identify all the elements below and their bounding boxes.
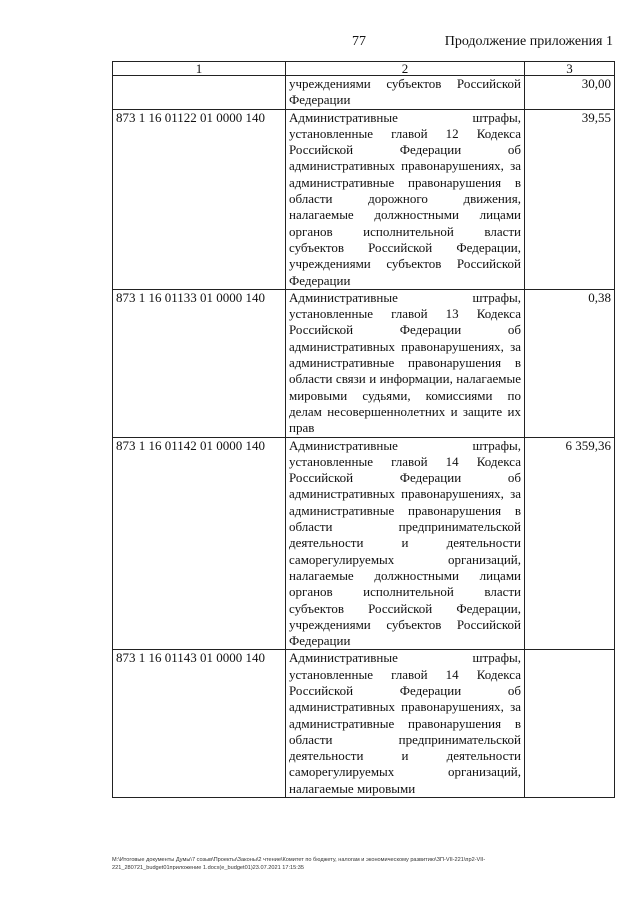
budget-table [112,61,615,798]
row-description: Административные штрафы, установленные главой 12 Кодекса Российской Федерации об административных правонарушениях, за административные правонарушения в области дорожного движения, налагаемые должностными лицами органов исполнительной власти субъектов Российской Федерации, учреждениями субъектов Российской Федерации [286,109,525,289]
table-header-row [113,62,615,76]
table-row [113,289,615,437]
row-amount: 39,55 [525,109,615,289]
row-description: учреждениями субъектов Российской Федерации [286,76,525,110]
column-header: 2 [286,62,525,76]
page-number: 77 [352,34,366,49]
row-description: Административные штрафы, установленные главой 14 Кодекса Российской Федерации об административных правонарушениях, за административные правонарушения в области предпринимательской деятельности и деятельности саморегулируемых организаций, налагаемые должностными лицами органов исполнительной власти субъектов Российской Федерации, учреждениями субъектов Российской Федерации [286,437,525,650]
row-code [113,76,286,110]
row-description: Административные штрафы, установленные главой 13 Кодекса Российской Федерации об административных правонарушениях, за административные правонарушения в области связи и информации, налагаемые мировыми судьями, комиссиями по делам несовершеннолетних и защите их прав [286,289,525,437]
table-row [113,437,615,650]
footer-path-line: 221_280721_budget01приложение 1.docx(e_budget01)23.07.2021 17:15:35 [112,865,305,871]
continuation-label: Продолжение приложения 1 [444,34,613,49]
table-row [113,650,615,798]
row-code: 873 1 16 01142 01 0000 140 [113,437,286,650]
footer-path-line: M:\Итоговые документы Думы\7 созыв\Проекты\Законы\2 чтение\Комитет по бюджету, налогам и экономическому развитию\ЗП-VII-221\пр2-VII- [112,857,486,863]
row-code: 873 1 16 01133 01 0000 140 [113,289,286,437]
row-description: Административные штрафы, установленные главой 14 Кодекса Российской Федерации об административных правонарушениях, за административные правонарушения в области предпринимательской деятельности и деятельности саморегулируемых организаций, налагаемые мировыми [286,650,525,798]
row-amount: 0,38 [525,289,615,437]
column-header: 1 [113,62,286,76]
file-path-footer [112,856,618,872]
table-row [113,109,615,289]
row-code: 873 1 16 01143 01 0000 140 [113,650,286,798]
table-row [113,76,615,110]
row-amount: 6 359,36 [525,437,615,650]
row-code: 873 1 16 01122 01 0000 140 [113,109,286,289]
row-amount [525,650,615,798]
row-amount: 30,00 [525,76,615,110]
column-header: 3 [525,62,615,76]
